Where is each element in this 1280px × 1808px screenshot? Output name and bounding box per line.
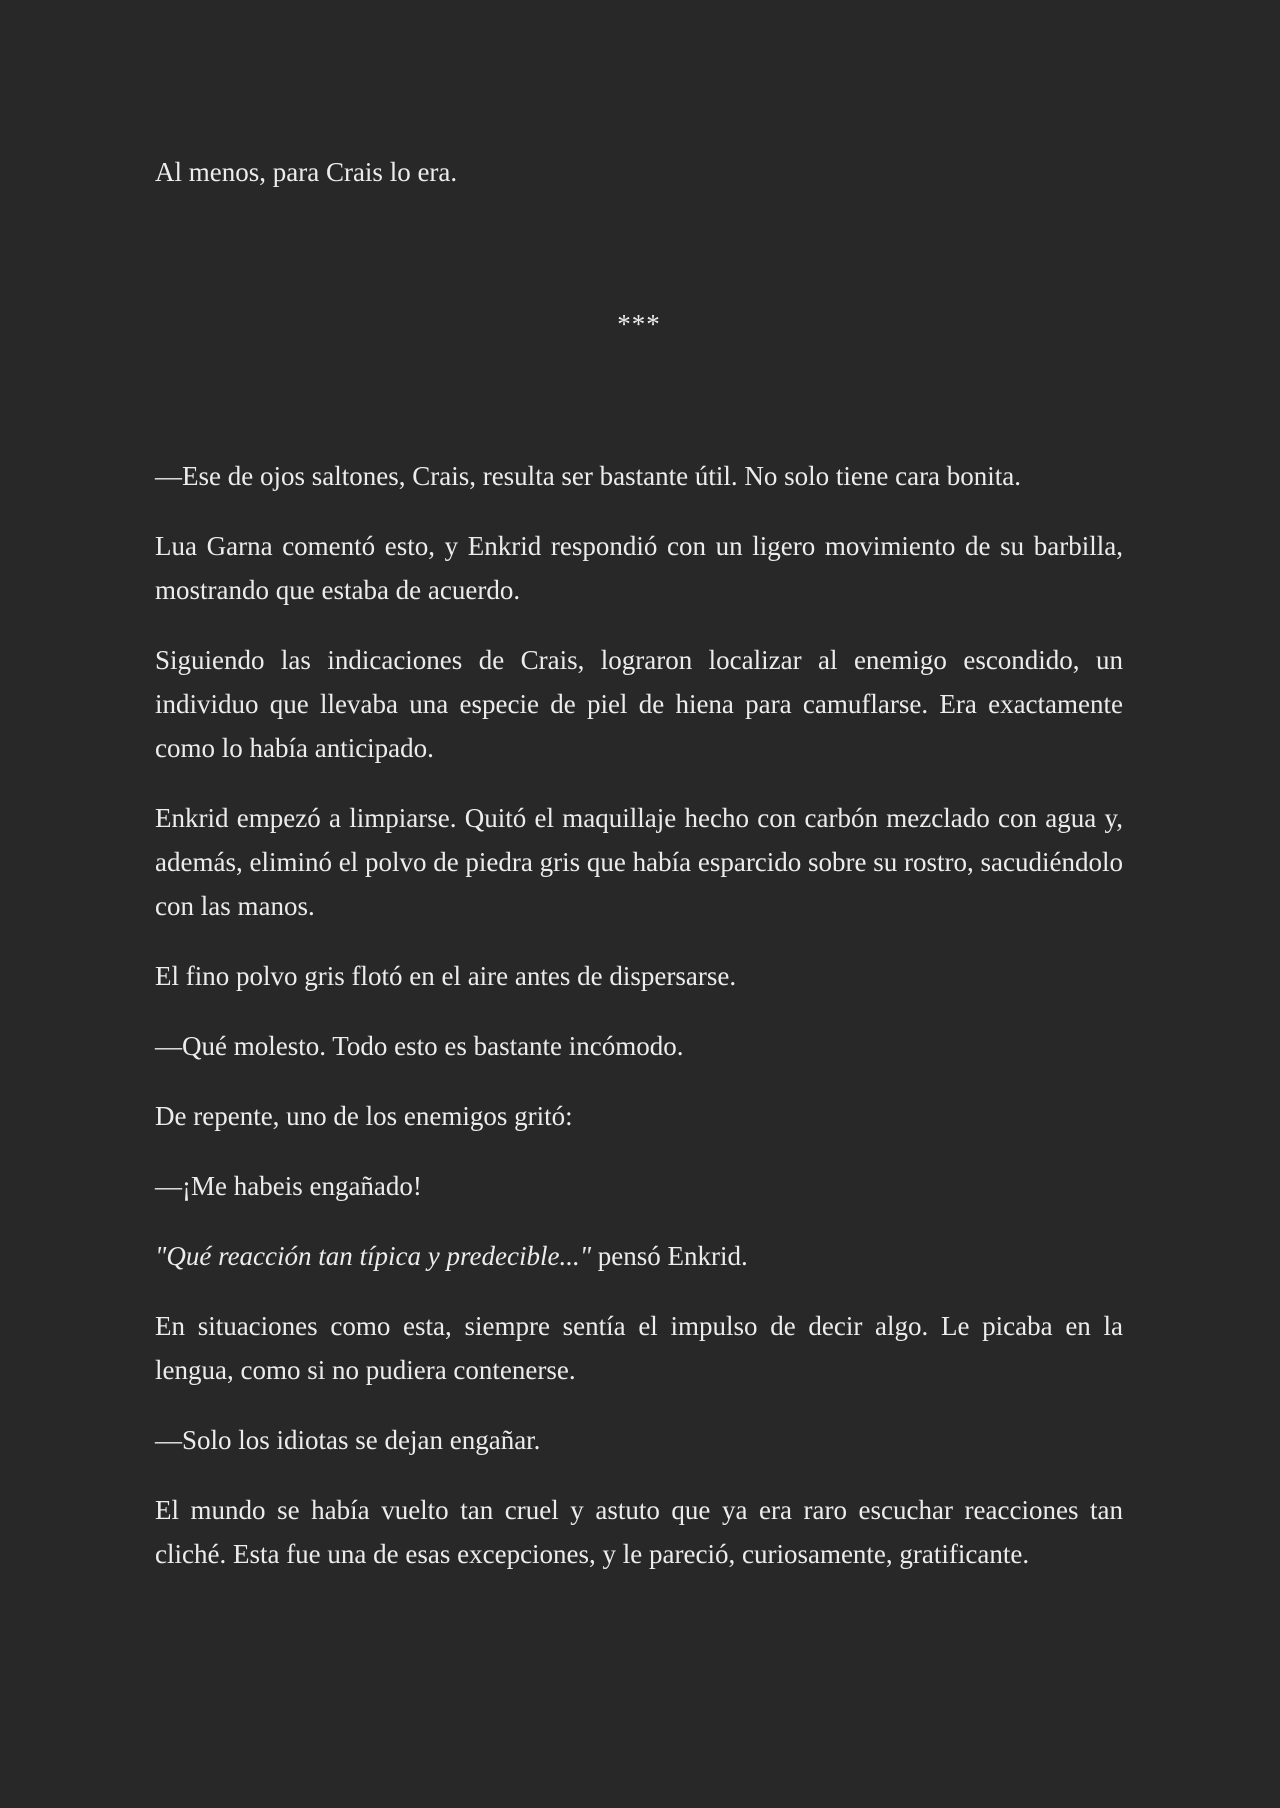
- document-body: [155, 454, 1123, 1576]
- paragraph: —¡Me habeis engañado!: [155, 1171, 422, 1201]
- intro-paragraph: Al menos, para Crais lo era.: [155, 157, 458, 187]
- paragraph: Siguiendo las indicaciones de Crais, lograron localizar al enemigo escondido, un individuo que llevaba una especie de piel de hiena para camuflarse. Era exactamente como lo había anticipado.: [155, 645, 1123, 763]
- paragraph: —Solo los idiotas se dejan engañar.: [155, 1425, 541, 1455]
- thought-paragraph: [155, 1234, 1123, 1278]
- paragraph: En situaciones como esta, siempre sentía el impulso de decir algo. Le picaba en la lengua, como si no pudiera contenerse.: [155, 1311, 1123, 1385]
- scene-separator: ***: [617, 309, 661, 339]
- paragraph: Enkrid empezó a limpiarse. Quitó el maquillaje hecho con carbón mezclado con agua y, además, eliminó el polvo de piedra gris que había esparcido sobre su rostro, sacudiéndolo con las manos.: [155, 803, 1123, 921]
- paragraph: De repente, uno de los enemigos gritó:: [155, 1101, 573, 1131]
- thought-rest: pensó Enkrid.: [591, 1241, 748, 1271]
- document-page: [155, 150, 1123, 1602]
- paragraph: El fino polvo gris flotó en el aire antes de dispersarse.: [155, 961, 737, 991]
- thought-italic: "Qué reacción tan típica y predecible...": [155, 1241, 592, 1271]
- paragraph: —Qué molesto. Todo esto es bastante incómodo.: [155, 1031, 684, 1061]
- paragraph: —Ese de ojos saltones, Crais, resulta ser bastante útil. No solo tiene cara bonita.: [155, 461, 1022, 491]
- paragraph: El mundo se había vuelto tan cruel y astuto que ya era raro escuchar reacciones tan cliché. Esta fue una de esas excepciones, y le pareció, curiosamente, gratificante.: [155, 1495, 1123, 1569]
- paragraph: Lua Garna comentó esto, y Enkrid respondió con un ligero movimiento de su barbilla, mostrando que estaba de acuerdo.: [155, 531, 1123, 605]
